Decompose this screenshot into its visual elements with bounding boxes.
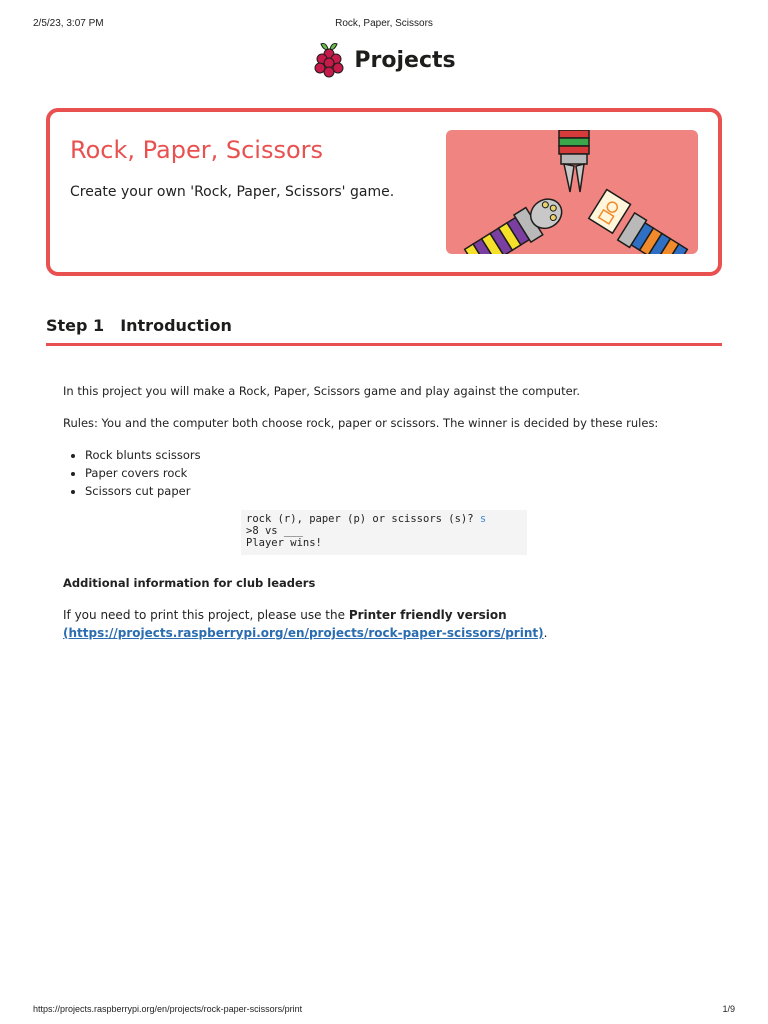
step-number: Step 1 — [46, 316, 105, 335]
code-line — [246, 513, 522, 525]
raspberry-pi-logo-icon — [312, 40, 346, 80]
print-doc-title: Rock, Paper, Scissors — [335, 18, 433, 29]
list-item: • Rock blunts scissors — [85, 446, 201, 464]
print-text-after: . — [543, 626, 548, 640]
intro-paragraph: In this project you will make a Rock, Paper, Scissors game and play against the computer. — [63, 384, 581, 398]
project-description: Create your own 'Rock, Paper, Scissors' game. — [70, 184, 395, 200]
print-text-before: If you need to print this project, please use the — [63, 608, 349, 622]
print-date: 2/5/23, 3:07 PM — [33, 18, 104, 29]
printer-friendly-link[interactable]: (https://projects.raspberrypi.org/en/projects/rock-paper-scissors/print) — [63, 626, 544, 640]
list-item: • Scissors cut paper — [85, 482, 201, 500]
print-footer-url: https://projects.raspberrypi.org/en/projects/rock-paper-scissors/print — [33, 1004, 303, 1014]
project-hero-card — [46, 108, 722, 276]
robot-hands-illustration-icon — [446, 130, 698, 254]
page-number: 1/9 — [722, 1004, 735, 1014]
hero-illustration — [446, 130, 698, 254]
code-output-block — [241, 510, 527, 555]
print-footer — [33, 1004, 735, 1014]
code-user-input: s — [479, 513, 487, 525]
step-heading — [46, 316, 722, 346]
code-line: Player wins! — [246, 537, 322, 549]
printer-friendly-paragraph — [63, 606, 703, 642]
rules-paragraph: Rules: You and the computer both choose rock, paper or scissors. The winner is decided by these rules: — [63, 416, 659, 430]
printer-friendly-label: Printer friendly version — [348, 608, 507, 622]
brand-header[interactable] — [0, 40, 768, 80]
project-title: Rock, Paper, Scissors — [70, 136, 324, 164]
step-title: Introduction — [120, 316, 232, 335]
brand-name: Projects — [354, 47, 456, 73]
list-item: • Paper covers rock — [85, 464, 201, 482]
rules-list — [85, 446, 201, 500]
code-prompt-text: rock (r), paper (p) or scissors (s)? — [246, 513, 480, 525]
code-line: >8 vs ___ — [246, 525, 303, 537]
club-leaders-heading: Additional information for club leaders — [63, 576, 316, 590]
